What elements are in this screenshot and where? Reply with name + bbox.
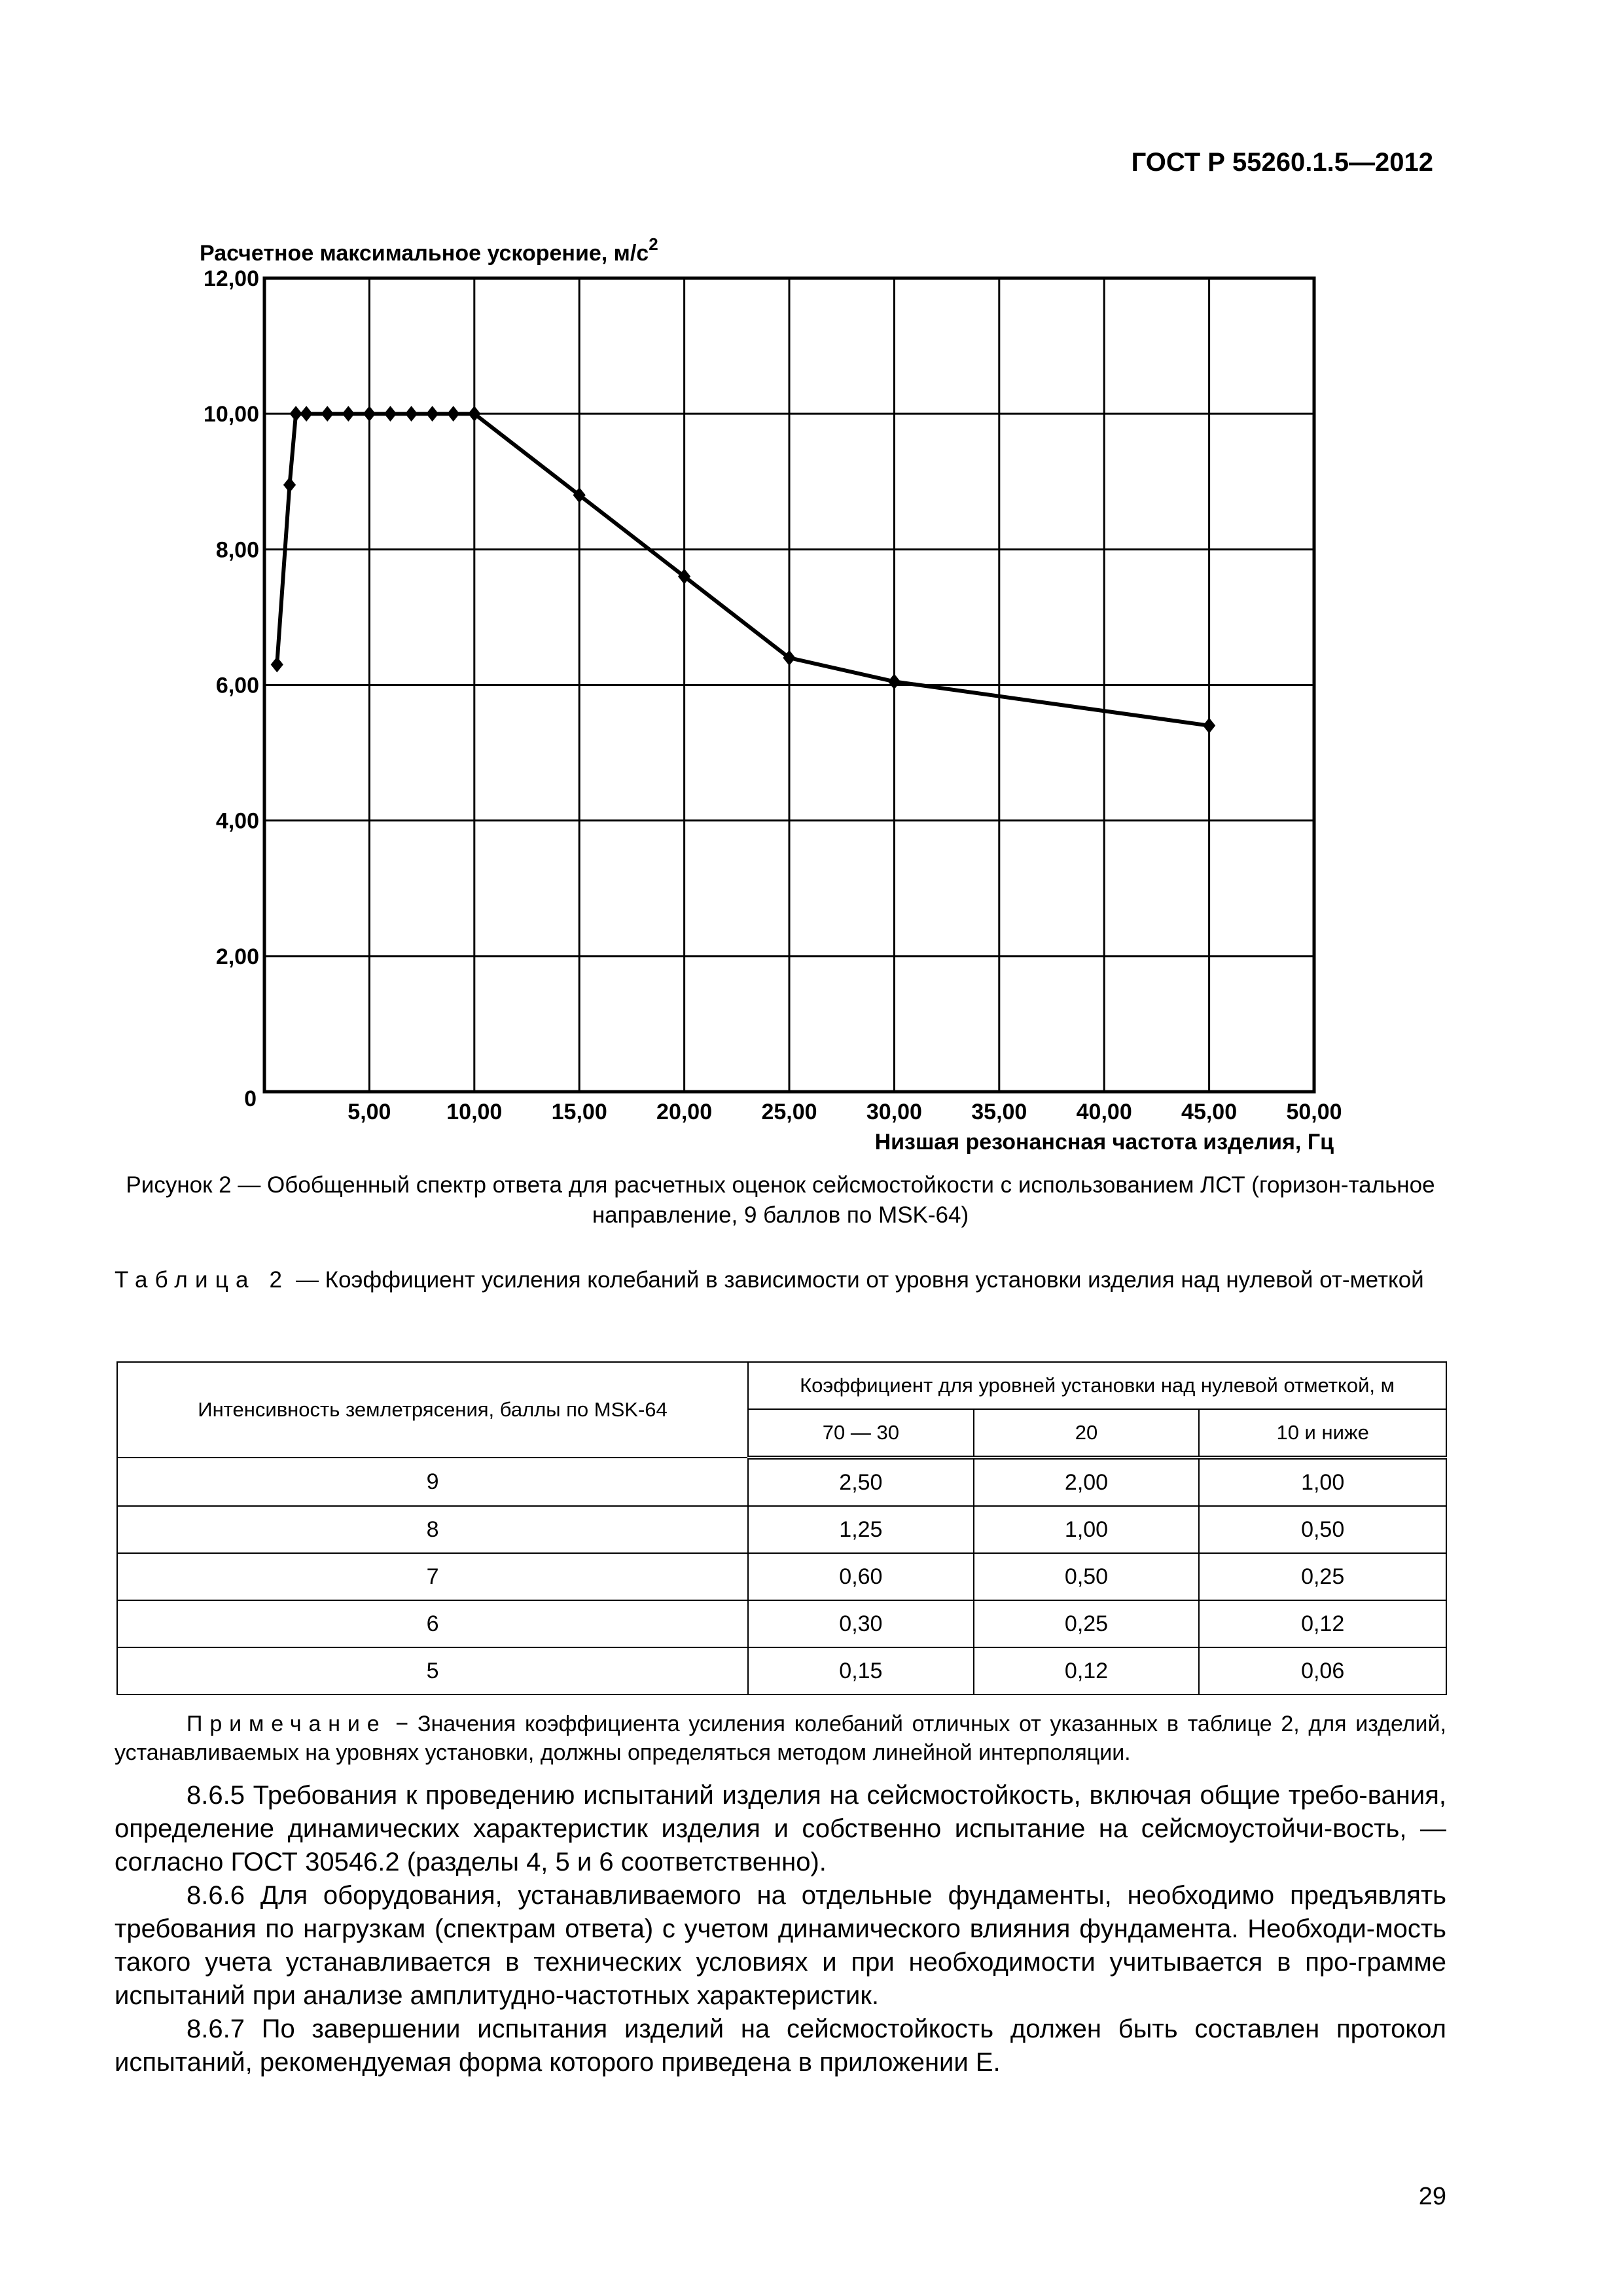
coefficient-cell: 0,25 xyxy=(974,1600,1200,1647)
data-point xyxy=(342,406,355,422)
table-row xyxy=(117,1458,1446,1506)
coefficient-cell: 0,60 xyxy=(748,1553,974,1600)
intensity-cell: 9 xyxy=(117,1458,748,1506)
y-tick-label: 2,00 xyxy=(215,944,259,969)
col-header-intensity: Интенсивность землетрясения, баллы по MSK-64 xyxy=(117,1362,748,1458)
x-tick-label: 30,00 xyxy=(866,1100,922,1124)
intensity-cell: 8 xyxy=(117,1506,748,1553)
table-row xyxy=(117,1647,1446,1695)
data-point xyxy=(426,406,438,422)
col-header-group: Коэффициент для уровней установки над нулевой отметкой, м xyxy=(748,1362,1446,1409)
note-label: Примечание xyxy=(187,1712,387,1736)
x-tick-label: 5,00 xyxy=(348,1100,391,1124)
data-point xyxy=(1203,718,1215,734)
table-title xyxy=(115,1266,1446,1295)
coefficient-cell: 1,00 xyxy=(1199,1458,1446,1506)
x-tick-label: 45,00 xyxy=(1181,1100,1238,1124)
x-tick-label: 20,00 xyxy=(656,1100,713,1124)
y-tick-label: 10,00 xyxy=(203,402,259,427)
data-point xyxy=(888,673,901,689)
paragraph-8-6-5: 8.6.5 Требования к проведению испытаний изделия на сейсмостойкость, включая общие требо-вания, определение динамических характеристик изделия и собственно испытание на сейсмоустойчи-вость, — согласно ГОСТ 30546.2 (разделы 4, 5 и 6 соответственно). xyxy=(115,1781,1446,1876)
data-point xyxy=(384,406,397,422)
data-point xyxy=(405,406,418,422)
coefficient-cell: 2,00 xyxy=(974,1458,1200,1506)
x-tick-label: 25,00 xyxy=(761,1100,817,1124)
y-tick-label: 12,00 xyxy=(203,266,259,291)
data-point xyxy=(321,406,334,422)
intensity-cell: 7 xyxy=(117,1553,748,1600)
x-axis-label: Низшая резонансная частота изделия, Гц xyxy=(874,1130,1334,1155)
coefficient-cell: 0,30 xyxy=(748,1600,974,1647)
coefficient-cell: 1,25 xyxy=(748,1506,974,1553)
note-text: − Значения коэффициента усиления колебаний отличных от указанных в таблице 2, для изделий, устанавливаемых на уровнях установки, должны определяться методом линейной интерполяции. xyxy=(115,1712,1446,1765)
intensity-cell: 5 xyxy=(117,1647,748,1695)
table-row xyxy=(117,1506,1446,1553)
y-axis-label: Расчетное максимальное ускорение, $м/с^2$ xyxy=(200,234,658,266)
x-tick-label: 35,00 xyxy=(971,1100,1027,1124)
body-text xyxy=(115,1779,1446,2079)
intensity-cell: 6 xyxy=(117,1600,748,1647)
data-point xyxy=(271,656,283,672)
figure-caption: Рисунок 2 — Обобщенный спектр ответа для расчетных оценок сейсмостойкости с использованием ЛСТ (горизон-тальное направление, 9 баллов по MSK-64) xyxy=(126,1172,1435,1228)
sub-header-70-30: 70 — 30 xyxy=(748,1409,974,1458)
amplification-table xyxy=(116,1361,1447,1695)
y-tick-label: 6,00 xyxy=(215,673,259,698)
y-tick-label: 4,00 xyxy=(215,808,259,834)
series-line xyxy=(277,414,1209,725)
table-note xyxy=(115,1710,1446,1767)
sub-header-20: 20 xyxy=(974,1409,1200,1458)
x-tick-label: 40,00 xyxy=(1076,1100,1132,1124)
coefficient-cell: 2,50 xyxy=(748,1458,974,1506)
paragraph-8-6-6: 8.6.6 Для оборудования, устанавливаемого на отдельные фундаменты, необходимо предъявлять требования по нагрузкам (спектрам ответа) с учетом динамического влияния фундамента. Необходи-мость такого учета устанавливается в технических условиях и при необходимости учитывается в про-грамме испытаний при анализе амплитудно-частотных характеристик. xyxy=(115,1881,1446,2010)
coefficient-cell: 0,25 xyxy=(1199,1553,1446,1600)
document-header: ГОСТ Р 55260.1.5—2012 xyxy=(1131,148,1433,177)
x-tick-label: 15,00 xyxy=(551,1100,607,1124)
chart-grid xyxy=(264,278,1314,1092)
data-point xyxy=(300,406,313,422)
page-number: 29 xyxy=(1418,2183,1446,2210)
x-tick-label: 10,00 xyxy=(446,1100,503,1124)
x-tick-label: 50,00 xyxy=(1286,1100,1342,1124)
y-tick-label: 8,00 xyxy=(215,537,259,563)
data-point xyxy=(283,477,296,493)
table-row xyxy=(117,1600,1446,1647)
table-title-label: Таблица 2 xyxy=(115,1267,290,1293)
origin-label: 0 xyxy=(244,1086,257,1111)
paragraph-8-6-7: 8.6.7 По завершении испытания изделий на сейсмостойкость должен быть составлен протокол испытаний, рекомендуемая форма которого приведена в приложении Е. xyxy=(115,2015,1446,2077)
coefficient-cell: 0,50 xyxy=(974,1553,1200,1600)
coefficient-cell: 0,12 xyxy=(1199,1600,1446,1647)
coefficient-cell: 0,12 xyxy=(974,1647,1200,1695)
coefficient-cell: 0,06 xyxy=(1199,1647,1446,1695)
data-point xyxy=(363,406,376,422)
y-axis-label-superscript: 2 xyxy=(649,234,658,254)
table-row xyxy=(117,1553,1446,1600)
data-point xyxy=(447,406,459,422)
table-title-text: — Коэффициент усиления колебаний в зависимости от уровня установки изделия над нулевой от-меткой xyxy=(289,1267,1424,1293)
coefficient-cell: 1,00 xyxy=(974,1506,1200,1553)
chart-labels xyxy=(200,234,1342,1155)
sub-header-10: 10 и ниже xyxy=(1199,1409,1446,1458)
coefficient-cell: 0,15 xyxy=(748,1647,974,1695)
coefficient-cell: 0,50 xyxy=(1199,1506,1446,1553)
